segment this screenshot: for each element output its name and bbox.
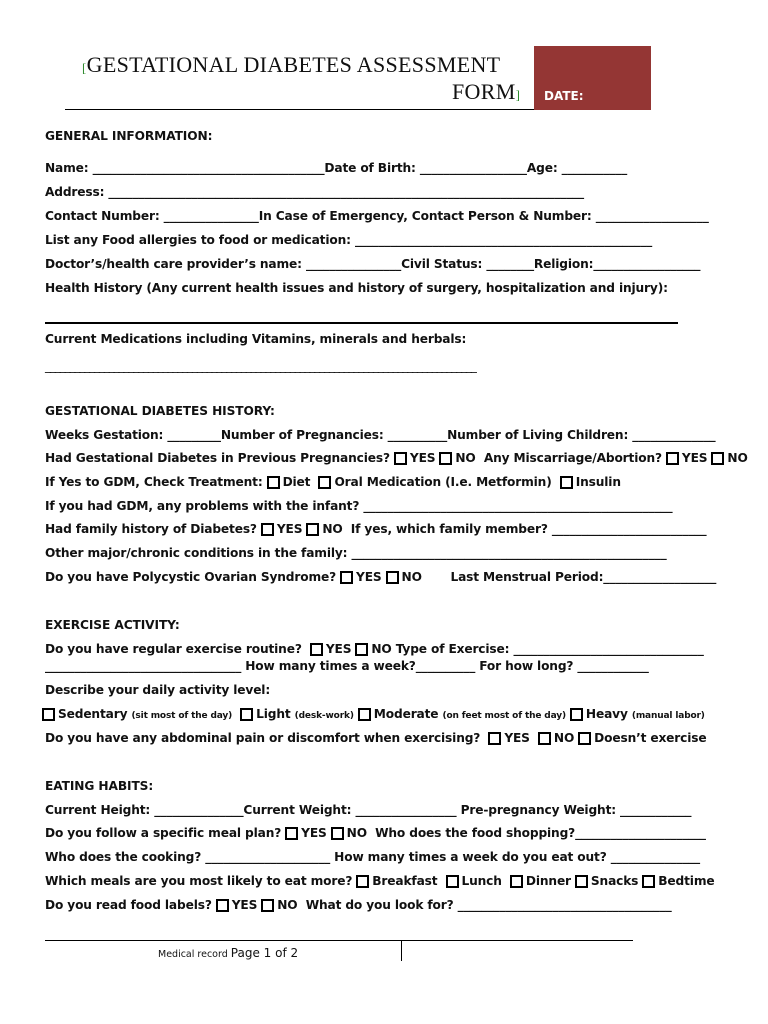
treatment-line: If Yes to GDM, Check Treatment: Diet Oral Medication (I.e. Metformin) Insulin <box>45 475 621 489</box>
meal-plan-line: Do you follow a specific meal plan? YES NO Who does the food shopping?______________________ <box>45 826 706 840</box>
title-underline <box>65 109 535 110</box>
sedentary-checkbox[interactable] <box>42 708 55 721</box>
miscarriage-no-checkbox[interactable] <box>711 452 724 465</box>
pcos-no-checkbox[interactable] <box>386 571 399 584</box>
address-line[interactable]: Address: ________________________________________________________________________________ <box>45 185 584 199</box>
form-title-line2: FORM] <box>452 79 521 104</box>
pain-no-checkbox[interactable] <box>538 732 551 745</box>
meal-plan-no-checkbox[interactable] <box>331 827 344 840</box>
doctor-line[interactable]: Doctor’s/health care provider’s name: ________________Civil Status: ________Religion:__________________ <box>45 257 701 271</box>
moderate-checkbox[interactable] <box>358 708 371 721</box>
doesnt-exercise-checkbox[interactable] <box>578 732 591 745</box>
labels-line: Do you read food labels? YES NO What do you look for? ____________________________________ <box>45 898 672 912</box>
date-label: DATE: <box>544 89 584 103</box>
meals-line: Which meals are you most likely to eat more? Breakfast Lunch Dinner Snacks Bedtime <box>45 874 715 888</box>
footer-divider <box>401 941 402 961</box>
health-history-line: Health History (Any current health issues and history of surgery, hospitalization and injury): <box>45 281 668 295</box>
gdm-heading: GESTATIONAL DIABETES HISTORY: <box>45 404 275 418</box>
routine-yes-checkbox[interactable] <box>310 643 323 656</box>
medications-blank[interactable]: ________________________________________________________________________________________ <box>45 359 476 373</box>
pcos-yes-checkbox[interactable] <box>340 571 353 584</box>
footer-rule <box>45 940 633 941</box>
bedtime-checkbox[interactable] <box>642 875 655 888</box>
health-history-rule[interactable] <box>45 322 678 324</box>
name-line[interactable]: Name: _______________________________________Date of Birth: __________________Age: ___________ <box>45 161 628 175</box>
footer-page-label: Medical record Page 1 of 2 <box>158 946 299 960</box>
date-box <box>534 46 651 110</box>
prev-gdm-yes-checkbox[interactable] <box>394 452 407 465</box>
exercise-heading: EXERCISE ACTIVITY: <box>45 618 180 632</box>
pain-yes-checkbox[interactable] <box>488 732 501 745</box>
activity-level-options: Sedentary (sit most of the day) Light (desk-work) Moderate (on feet most of the day) Heavy (manual labor) <box>38 707 705 721</box>
pain-line: Do you have any abdominal pain or discomfort when exercising? YES NO Doesn’t exercise <box>45 731 707 745</box>
prev-gdm-no-checkbox[interactable] <box>439 452 452 465</box>
family-no-checkbox[interactable] <box>306 523 319 536</box>
lunch-checkbox[interactable] <box>446 875 459 888</box>
breakfast-checkbox[interactable] <box>356 875 369 888</box>
chronic-line[interactable]: Other major/chronic conditions in the family: _____________________________________________________ <box>45 546 667 560</box>
eating-heading: EATING HABITS: <box>45 779 154 793</box>
routine-no-checkbox[interactable] <box>355 643 368 656</box>
activity-level-label: Describe your daily activity level: <box>45 683 271 697</box>
medications-line: Current Medications including Vitamins, minerals and herbals: <box>45 332 467 346</box>
dinner-checkbox[interactable] <box>510 875 523 888</box>
cooking-line[interactable]: Who does the cooking? _____________________ How many times a week do you eat out? _______________ <box>45 850 700 864</box>
family-history-line: Had family history of Diabetes? YES NO If yes, which family member? __________________________ <box>45 522 707 536</box>
infant-line[interactable]: If you had GDM, any problems with the infant? ____________________________________________________ <box>45 499 673 513</box>
pcos-line: Do you have Polycystic Ovarian Syndrome? YES NO Last Menstrual Period:___________________ <box>45 570 717 584</box>
contact-line[interactable]: Contact Number: ________________In Case of Emergency, Contact Person & Number: ___________________ <box>45 209 709 223</box>
snacks-checkbox[interactable] <box>575 875 588 888</box>
routine-line: Do you have regular exercise routine? YES NO Type of Exercise: ________________________________ <box>45 642 704 656</box>
family-yes-checkbox[interactable] <box>261 523 274 536</box>
meal-plan-yes-checkbox[interactable] <box>285 827 298 840</box>
light-checkbox[interactable] <box>240 708 253 721</box>
general-heading: GENERAL INFORMATION: <box>45 129 213 143</box>
labels-yes-checkbox[interactable] <box>216 899 229 912</box>
height-weight-line[interactable]: Current Height: _______________Current Weight: _________________ Pre-pregnancy Weight: ____________ <box>45 803 692 817</box>
weeks-line[interactable]: Weeks Gestation: _________Number of Pregnancies: __________Number of Living Children: ______________ <box>45 428 716 442</box>
prev-gdm-line: Had Gestational Diabetes in Previous Pregnancies? YES NO Any Miscarriage/Abortion? YES NO <box>45 451 748 465</box>
heavy-checkbox[interactable] <box>570 708 583 721</box>
miscarriage-yes-checkbox[interactable] <box>666 452 679 465</box>
form-title-line1: [GESTATIONAL DIABETES ASSESSMENT <box>82 52 501 77</box>
allergy-line[interactable]: List any Food allergies to food or medication: __________________________________________________ <box>45 233 653 247</box>
bracket-close: ] <box>515 87 521 102</box>
bracket-open: [ <box>82 60 87 75</box>
labels-no-checkbox[interactable] <box>261 899 274 912</box>
oral-med-checkbox[interactable] <box>318 476 331 489</box>
times-line[interactable]: _________________________________ How many times a week?__________ For how long? ____________ <box>45 659 649 673</box>
insulin-checkbox[interactable] <box>560 476 573 489</box>
diet-checkbox[interactable] <box>267 476 280 489</box>
